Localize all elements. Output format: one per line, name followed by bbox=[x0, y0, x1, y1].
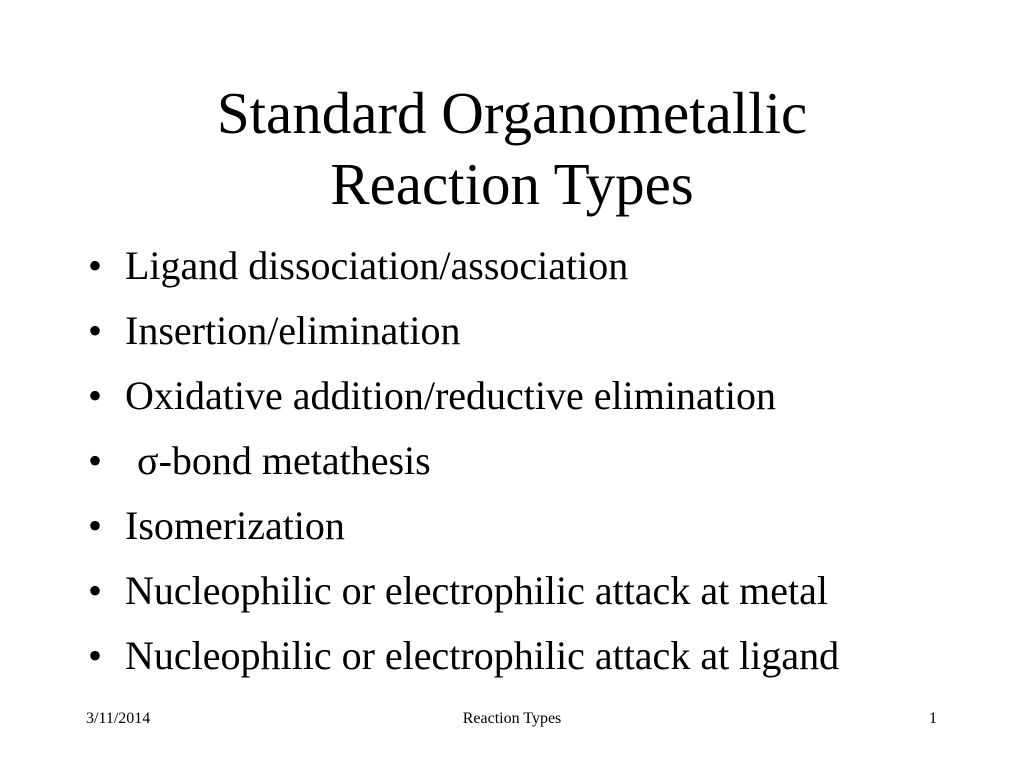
bullet-item bbox=[88, 431, 998, 496]
footer-title-text: Reaction Types bbox=[462, 710, 562, 727]
footer-page-number: 1 bbox=[929, 710, 937, 727]
footer-title bbox=[0, 709, 1024, 729]
bullet-icon: • bbox=[88, 373, 103, 418]
bullet-icon: • bbox=[88, 633, 103, 678]
bullet-item bbox=[88, 561, 998, 626]
bullet-text: Ligand dissociation/association bbox=[125, 243, 629, 288]
bullet-item bbox=[88, 301, 998, 366]
bullet-item bbox=[88, 236, 998, 301]
bullet-text: Nucleophilic or electrophilic attack at ligand bbox=[125, 633, 840, 678]
bullet-item bbox=[88, 496, 998, 561]
bullet-text: σ-bond metathesis bbox=[137, 438, 431, 483]
bullet-icon: • bbox=[88, 503, 103, 548]
bullet-text: Nucleophilic or electrophilic attack at metal bbox=[125, 568, 829, 613]
slide-title-line-2: Reaction Types bbox=[330, 151, 694, 217]
bullet-item bbox=[88, 366, 998, 431]
bullet-item bbox=[88, 626, 998, 691]
footer-date: 3/11/2014 bbox=[86, 710, 151, 727]
bullet-text: Insertion/elimination bbox=[125, 308, 461, 353]
slide-title bbox=[0, 78, 1024, 220]
bullet-icon: • bbox=[88, 568, 103, 613]
bullet-icon: • bbox=[88, 308, 103, 353]
bullet-list bbox=[88, 236, 998, 691]
bullet-icon: • bbox=[88, 438, 103, 483]
bullet-text: Isomerization bbox=[125, 503, 345, 548]
slide-title-line-1: Standard Organometallic bbox=[216, 80, 808, 146]
bullet-icon: • bbox=[88, 243, 103, 288]
bullet-text: Oxidative addition/reductive elimination bbox=[125, 373, 776, 418]
